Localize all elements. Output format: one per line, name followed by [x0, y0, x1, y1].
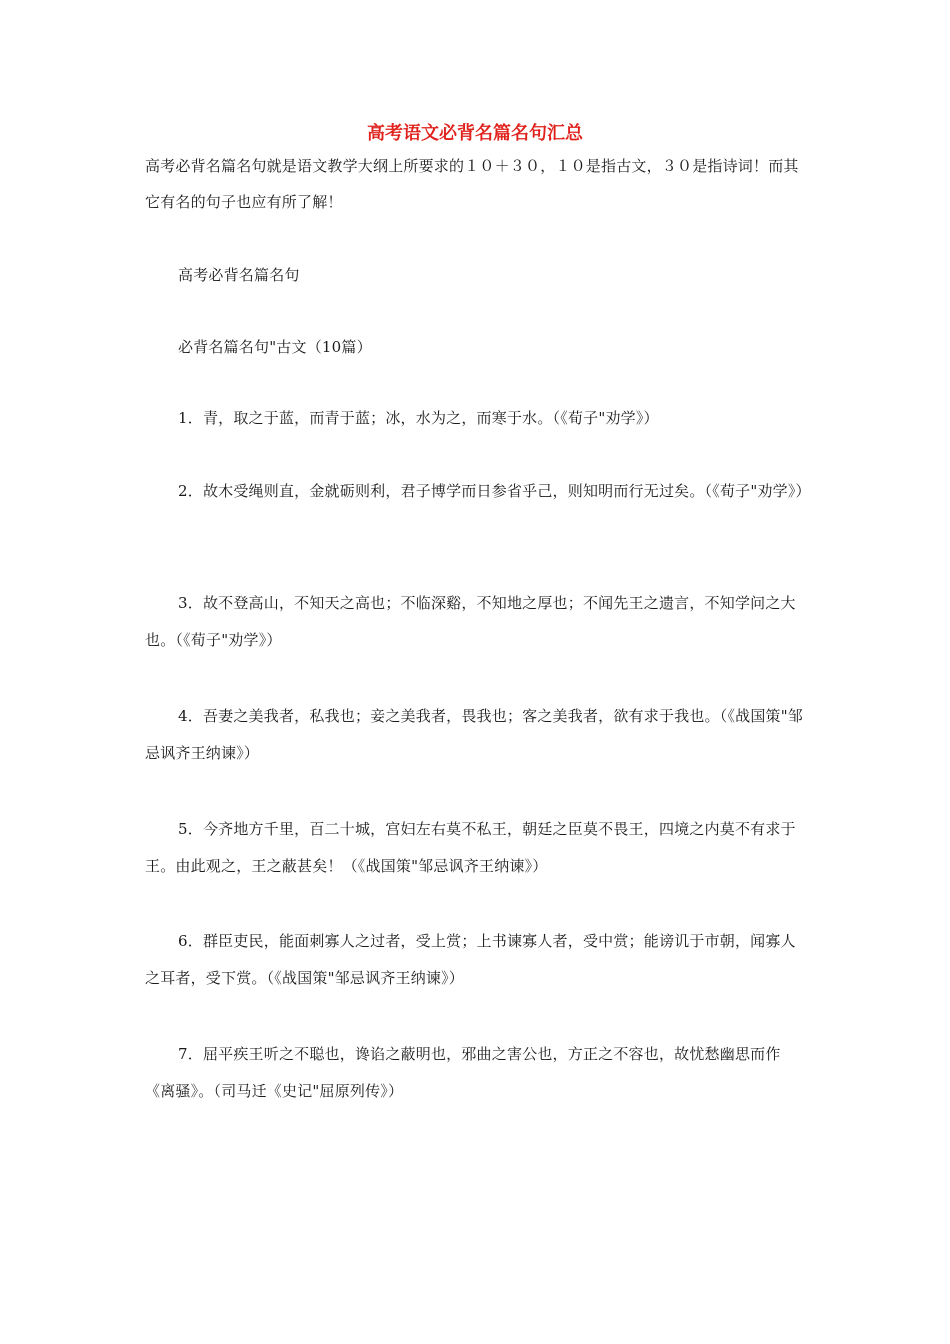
intro-paragraph: 高考必背名篇名句就是语文教学大纲上所要求的１０＋３０，１０是指古文，３０是指诗词！而其它有名的句子也应有所了解！ — [145, 157, 799, 211]
subsection-heading: 必背名篇名句"古文（10篇） — [178, 338, 372, 356]
list-item: 2．故木受绳则直，金就砺则利，君子博学而日参省乎己，则知明而行无过矣。（《荀子"劝学》） — [178, 482, 811, 500]
list-item: 7．屈平疾王听之不聪也，谗谄之蔽明也，邪曲之害公也，方正之不容也，故忧愁幽思而作《离骚》。（司马迁《史记"屈原列传》） — [145, 1045, 781, 1100]
list-item: 5．今齐地方千里，百二十城，宫妇左右莫不私王，朝廷之臣莫不畏王，四境之内莫不有求于王。由此观之，王之蔽甚矣！（《战国策"邹忌讽齐王纳谏》） — [145, 820, 796, 875]
list-item: 1．青，取之于蓝，而青于蓝；冰，水为之，而寒于水。（《荀子"劝学》） — [178, 409, 659, 427]
section-heading: 高考必背名篇名句 — [178, 266, 300, 284]
list-item: 3．故不登高山，不知天之高也；不临深谿，不知地之厚也；不闻先王之遗言，不知学问之大也。（《荀子"劝学》） — [145, 594, 796, 649]
list-item: 6．群臣吏民，能面刺寡人之过者，受上赏；上书谏寡人者，受中赏；能谤讥于市朝，闻寡人之耳者，受下赏。（《战国策"邹忌讽齐王纳谏》） — [145, 932, 796, 987]
document-title: 高考语文必背名篇名句汇总 — [367, 123, 583, 144]
list-item: 4．吾妻之美我者，私我也；妾之美我者，畏我也；客之美我者，欲有求于我也。（《战国策"邹忌讽齐王纳谏》） — [145, 707, 804, 762]
